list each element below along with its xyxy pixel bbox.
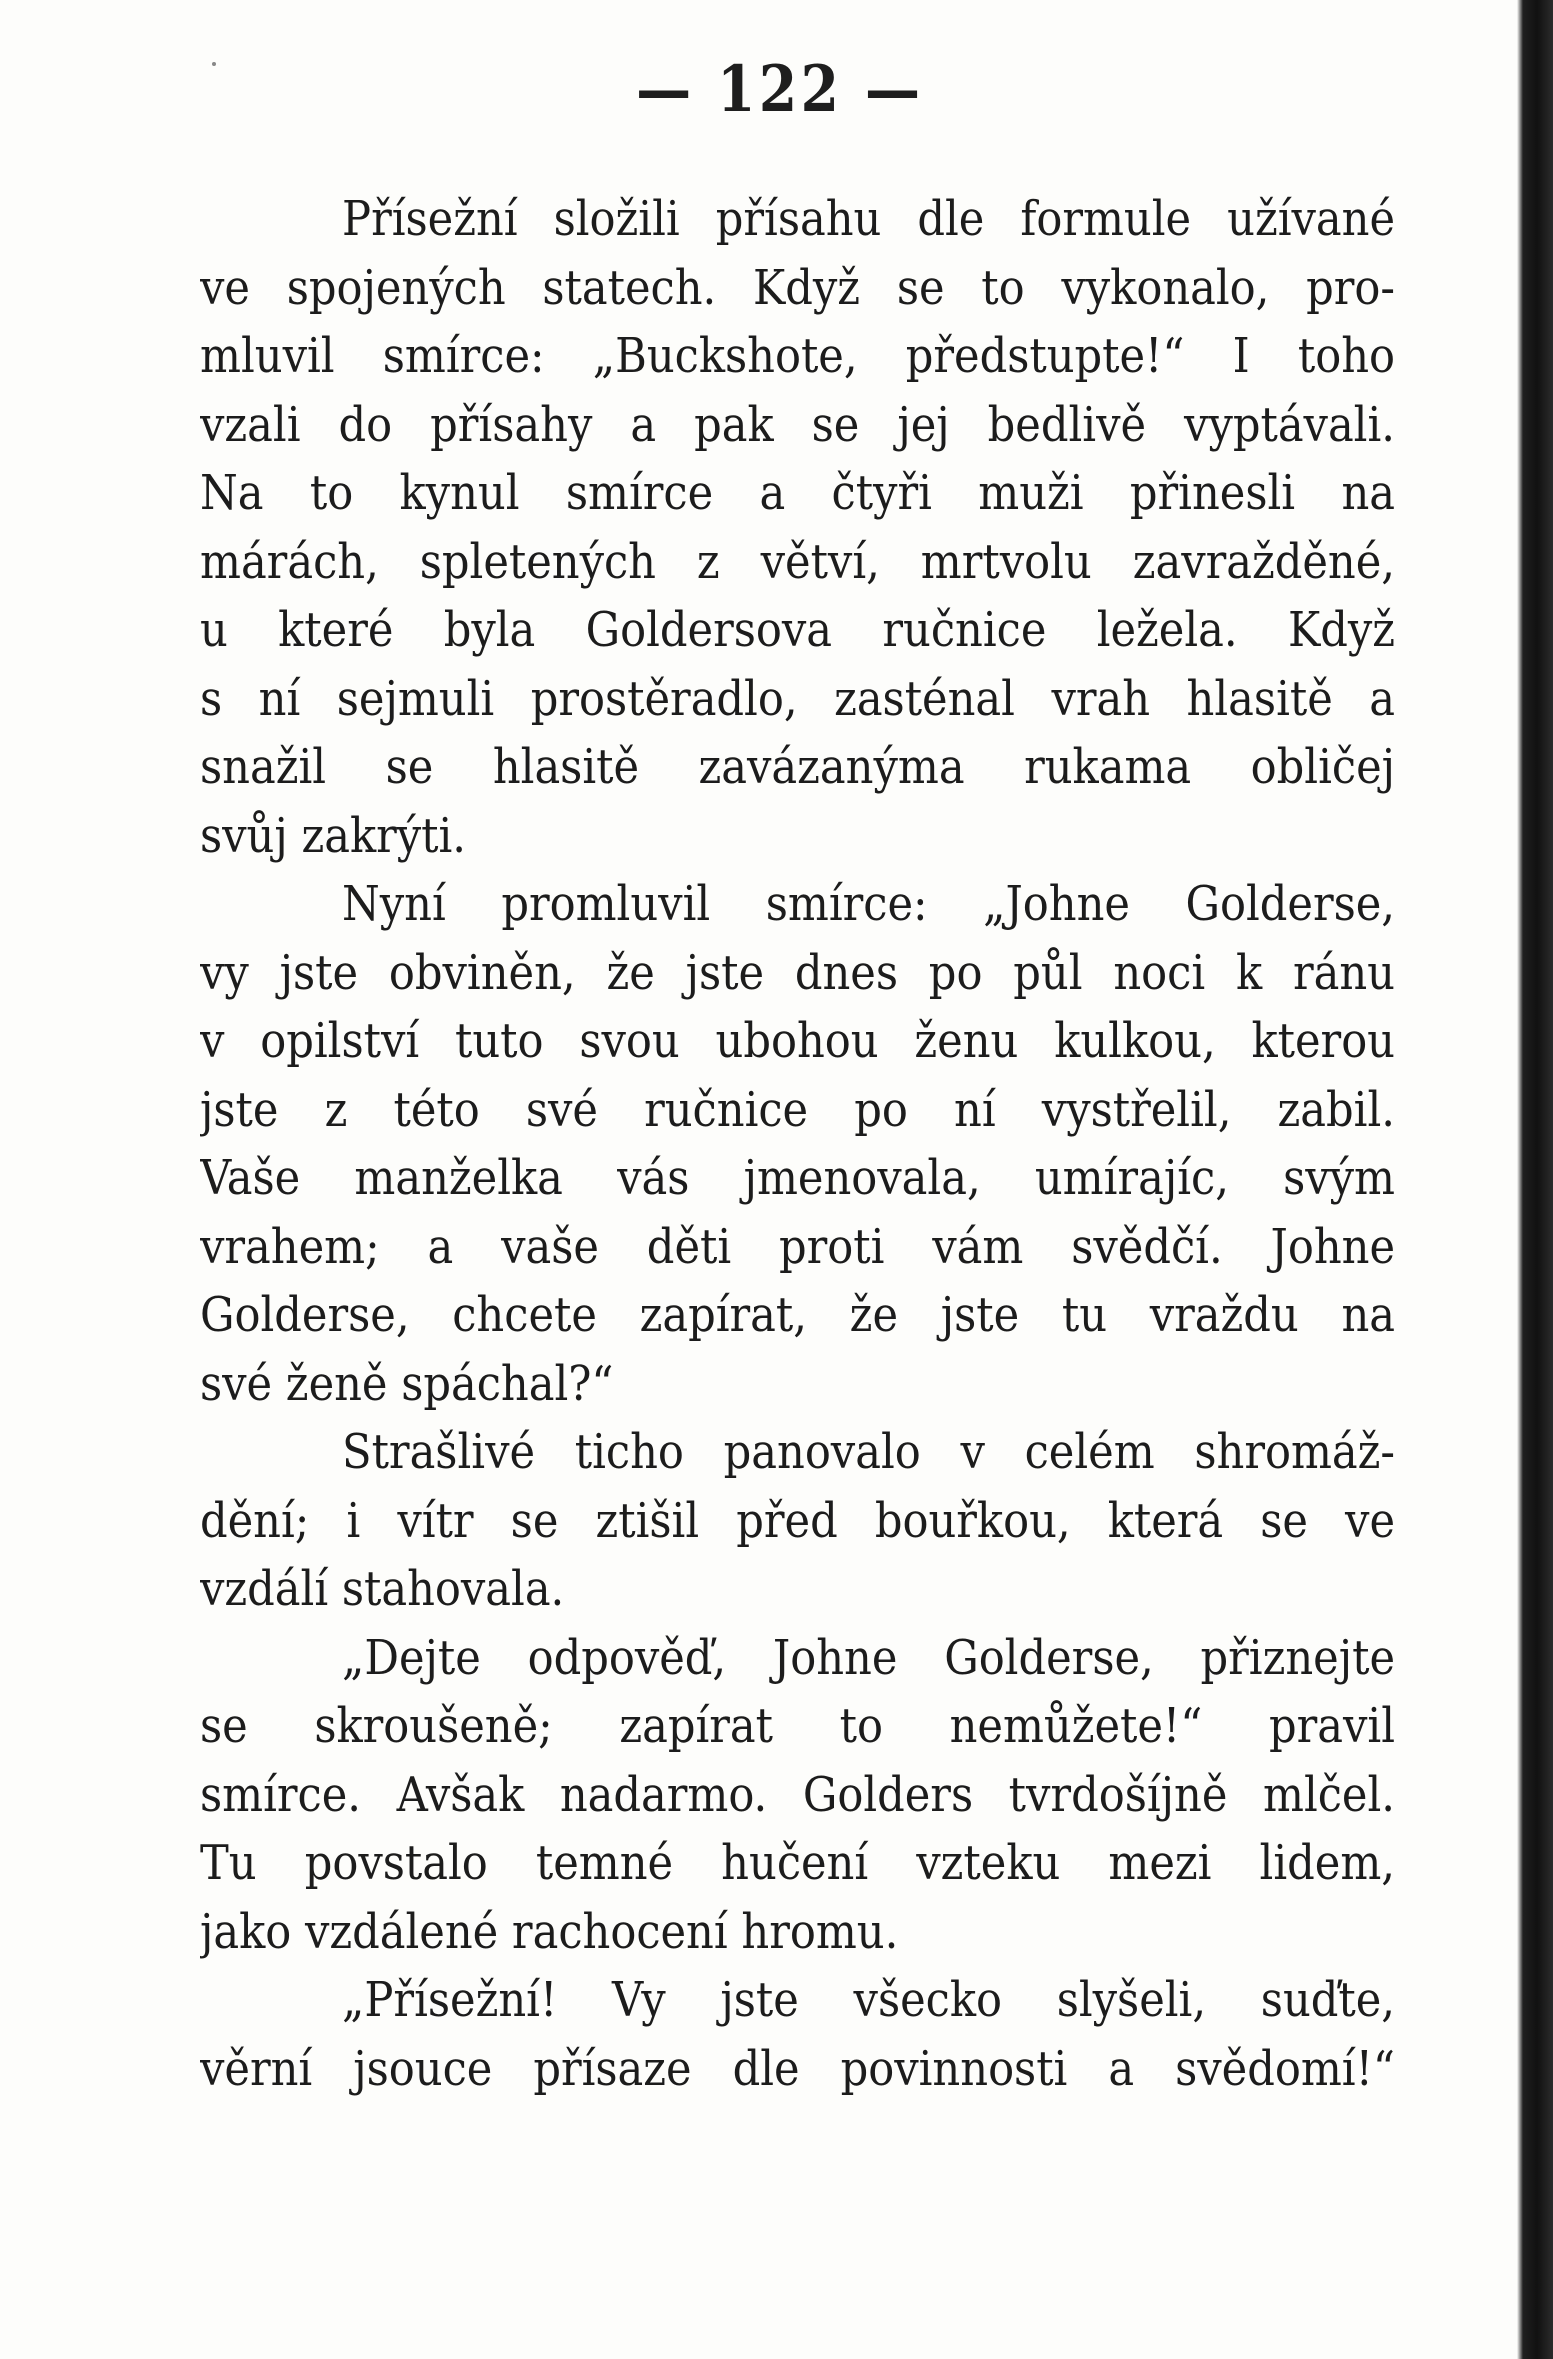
text-line: Nyní promluvil smírce: „Johne Golderse, bbox=[342, 876, 1395, 932]
text-line: své ženě spáchal?“ bbox=[200, 1355, 614, 1412]
text-line: snažil se hlasitě zavázanýma rukama obličej bbox=[200, 739, 1395, 795]
body-text bbox=[200, 185, 1395, 2103]
text-line: v opilství tuto svou ubohou ženu kulkou, kterou bbox=[200, 1013, 1395, 1069]
text-line: Přísežní složili přísahu dle formule užívané bbox=[342, 191, 1395, 247]
text-line: Na to kynul smírce a čtyři muži přinesli na bbox=[200, 465, 1395, 521]
text-line: se skroušeně; zapírat to nemůžete!“ pravil bbox=[200, 1698, 1395, 1754]
text-line: vrahem; a vaše děti proti vám svědčí. Johne bbox=[200, 1218, 1395, 1275]
text-line: jste z této své ručnice po ní vystřelil, zabil. bbox=[200, 1081, 1395, 1138]
text-line: jako vzdálené rachocení hromu. bbox=[200, 1903, 899, 1960]
text-line: věrní jsouce přísaze dle povinnosti a svědomí!“ bbox=[200, 2040, 1395, 2097]
text-line: vy jste obviněn, že jste dnes po půl noci k ránu bbox=[200, 944, 1395, 1001]
text-line: u které byla Goldersova ručnice ležela. Když bbox=[200, 602, 1395, 658]
text-line: Tu povstalo temné hučení vzteku mezi lidem, bbox=[200, 1835, 1395, 1891]
page-edge-shadow bbox=[1497, 0, 1553, 2359]
text-line: márách, spletených z větví, mrtvolu zavražděné, bbox=[200, 533, 1395, 590]
page-number: — 122 — bbox=[636, 52, 924, 127]
text-line: ve spojených statech. Když se to vykonalo, pro- bbox=[200, 259, 1395, 316]
text-line: dění; i vítr se ztišil před bouřkou, která se ve bbox=[200, 1492, 1395, 1549]
text-line: Golderse, chcete zapírat, že jste tu vraždu na bbox=[200, 1287, 1395, 1343]
text-line: Vaše manželka vás jmenovala, umírajíc, svým bbox=[200, 1150, 1395, 1206]
text-line: vzali do přísahy a pak se jej bedlivě vyptávali. bbox=[200, 396, 1395, 453]
text-line: mluvil smírce: „Buckshote, předstupte!“ I toho bbox=[200, 328, 1395, 384]
text-line: vzdálí stahovala. bbox=[200, 1561, 565, 1617]
text-line: svůj zakrýti. bbox=[200, 807, 467, 864]
text-line: „Dejte odpověď, Johne Golderse, přiznejte bbox=[342, 1629, 1395, 1686]
text-line: Strašlivé ticho panovalo v celém shromáž- bbox=[342, 1424, 1395, 1480]
text-line: „Přísežní! Vy jste všecko slyšeli, suďte, bbox=[342, 1972, 1395, 2028]
text-line: s ní sejmuli prostěradlo, zasténal vrah hlasitě a bbox=[200, 670, 1395, 727]
text-line: smírce. Avšak nadarmo. Golders tvrdošíjně mlčel. bbox=[200, 1766, 1395, 1823]
